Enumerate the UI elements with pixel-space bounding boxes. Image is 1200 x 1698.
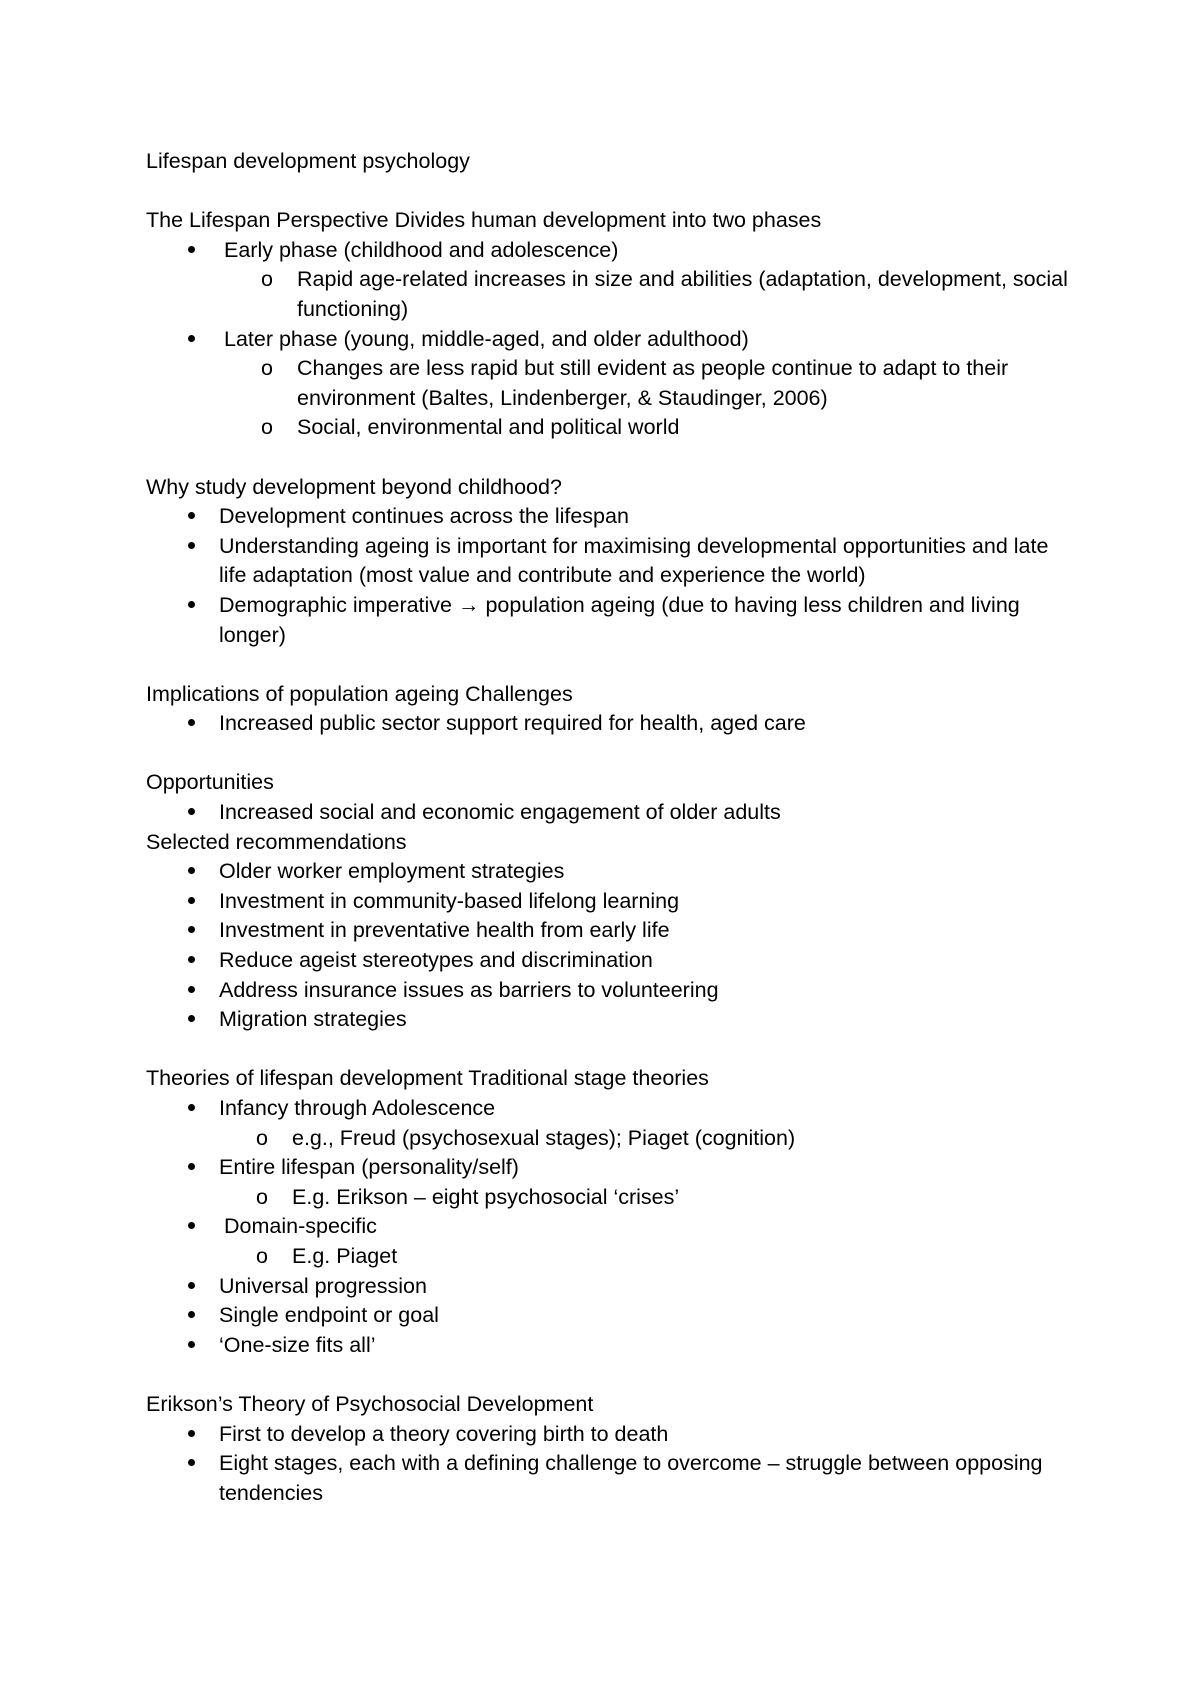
section-heading: Selected recommendations — [146, 829, 407, 854]
list-item: Later phase (young, middle-aged, and older adulthood) — [146, 325, 1070, 355]
list-item: Address insurance issues as barriers to volunteering — [146, 976, 1070, 1006]
sub-list-item: o Rapid age-related increases in size and abilities (adaptation, development, social functioning) — [261, 267, 1068, 321]
list-item: Domain-specific — [146, 1212, 1070, 1242]
section-heading: Erikson’s Theory of Psychosocial Development — [146, 1391, 594, 1416]
list-item: Reduce ageist stereotypes and discrimination — [146, 946, 1070, 976]
list-item: Single endpoint or goal — [146, 1301, 1070, 1331]
sub-list-item: o Changes are less rapid but still evident as people continue to adapt to their environment (Baltes, Lindenberger, & Staudinger, 2006) — [261, 356, 1009, 410]
list-item: Older worker employment strategies — [146, 857, 1070, 887]
bullet-list — [146, 1094, 1070, 1360]
sub-bullet-marker: o — [256, 1184, 268, 1209]
bullet-list — [146, 502, 1070, 650]
list-item: Increased public sector support required for health, aged care — [146, 709, 1070, 739]
document-title: Lifespan development psychology — [146, 149, 470, 173]
list-item: Eight stages, each with a defining challenge to overcome – struggle between opposing tendencies — [146, 1449, 1070, 1508]
list-item: Investment in preventative health from early life — [146, 916, 1070, 946]
section-heading: The Lifespan Perspective Divides human development into two phases — [146, 208, 822, 233]
list-item: Infancy through Adolescence — [146, 1094, 1070, 1124]
list-item: Early phase (childhood and adolescence) — [146, 236, 1070, 266]
list-item: Demographic imperative → population ageing (due to having less children and living longer) — [146, 591, 1070, 650]
sub-list-item: o Social, environmental and political world — [146, 413, 1070, 443]
list-item: Understanding ageing is important for maximising developmental opportunities and late life adaptation (most value and contribute and experience the world) — [146, 532, 1070, 591]
bullet-list — [146, 709, 1070, 739]
sub-bullet-marker: o — [256, 1243, 268, 1268]
sub-list-item: o E.g. Erikson – eight psychosocial ‘crises’ — [146, 1183, 1070, 1213]
sub-list-item: o E.g. Piaget — [146, 1242, 1070, 1272]
list-item: Investment in community-based lifelong learning — [146, 887, 1070, 917]
section-heading: Theories of lifespan development Traditional stage theories — [146, 1066, 709, 1091]
section-heading: Why study development beyond childhood? — [146, 474, 562, 499]
sub-bullet-marker: o — [261, 356, 273, 381]
section-heading: Implications of population ageing Challenges — [146, 681, 573, 706]
list-item: Migration strategies — [146, 1005, 1070, 1035]
sub-list-item: o e.g., Freud (psychosexual stages); Piaget (cognition) — [146, 1124, 1070, 1154]
bullet-list — [146, 857, 1070, 1035]
list-item: ‘One-size fits all’ — [146, 1331, 1070, 1361]
bullet-list — [146, 236, 1070, 443]
section-heading: Opportunities — [146, 770, 274, 795]
list-item: First to develop a theory covering birth to death — [146, 1420, 1070, 1450]
sub-bullet-marker: o — [261, 415, 273, 440]
list-item: Development continues across the lifespan — [146, 502, 1070, 532]
sub-bullet-marker: o — [261, 267, 273, 292]
bullet-list — [146, 798, 1070, 828]
list-item: Increased social and economic engagement of older adults — [146, 798, 1070, 828]
bullet-list — [146, 1420, 1070, 1509]
list-item: Universal progression — [146, 1272, 1070, 1302]
list-item: Entire lifespan (personality/self) — [146, 1153, 1070, 1183]
sub-bullet-marker: o — [256, 1125, 268, 1150]
